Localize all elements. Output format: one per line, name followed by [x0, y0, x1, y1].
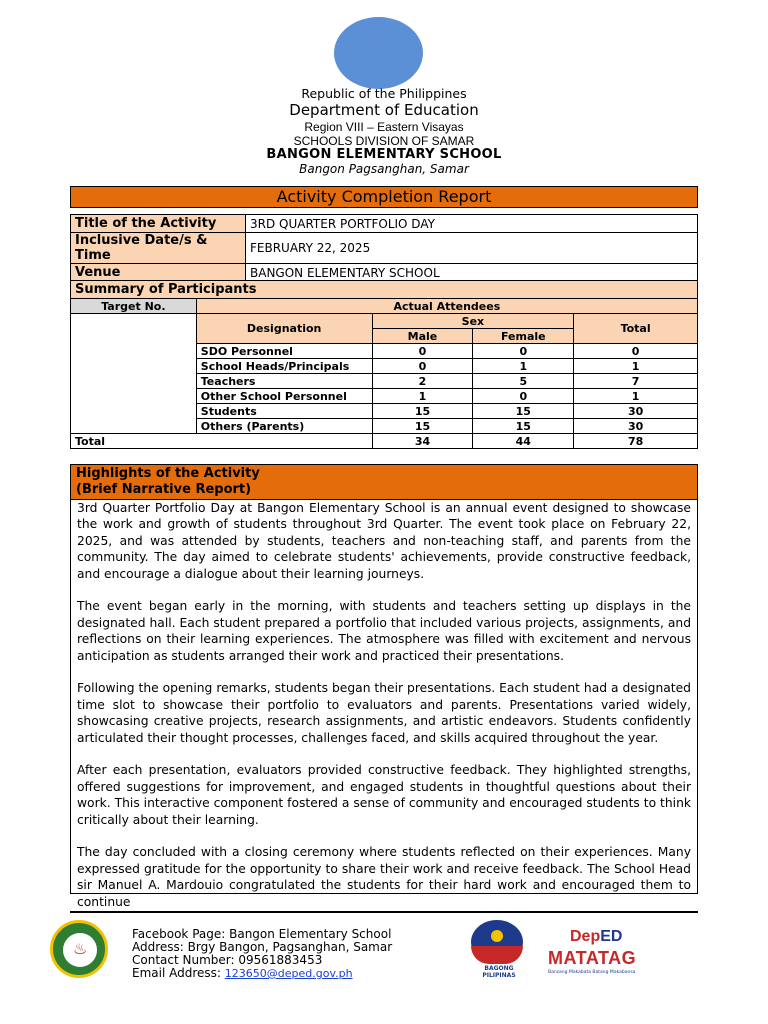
narrative-paragraph: 3rd Quarter Portfolio Day at Bangon Elementary School is an annual event designed to showcase the work and growth of students throughout 3rd Quarter. The event took place on February 22, 2025, and was attended by students, teachers and non-teaching staff, and parents from the community. The day aimed to celebrate students' achievements, provide constructive feedback, and encourage a dialogue about their learning journeys.	[77, 501, 691, 581]
venue-value: BANGON ELEMENTARY SCHOOL	[246, 264, 698, 282]
title-value: 3RD QUARTER PORTFOLIO DAY	[246, 215, 698, 233]
report-title: Activity Completion Report	[70, 186, 698, 208]
totals-label: Total	[71, 434, 373, 449]
actual-header: Actual Attendees	[196, 299, 697, 314]
highlights-header	[71, 465, 697, 500]
highlights-title: Highlights of the Activity	[76, 466, 260, 481]
narrative-report	[71, 500, 697, 910]
totals-female: 44	[473, 434, 574, 449]
header-region: Region VIII – Eastern Visayas	[304, 120, 464, 134]
deped-dep: Dep	[570, 928, 601, 945]
total-cell: 7	[574, 374, 698, 389]
target-cell	[71, 314, 197, 434]
footer-divider	[70, 911, 698, 913]
male-cell: 0	[372, 359, 473, 374]
female-cell: 15	[473, 419, 574, 434]
narrative-paragraph: Following the opening remarks, students began their presentations. Each student had a designated time slot to showcase their portfolio to evaluators and parents. Presentations varied widely, showcasing creative projects, research assignments, and artistic endeavors. Students confidently articulated their thought processes, challenges faced, and skills acquired throughout the year.	[77, 681, 691, 745]
male-cell: 15	[372, 404, 473, 419]
date-value: FEBRUARY 22, 2025	[246, 233, 698, 264]
narrative-paragraph: The day concluded with a closing ceremony where students reflected on their experiences. Many expressed gratitude for the opportunity to share their work and receive feedback. The School Head sir Manuel A. Mardouio congratulated the students for their hard work and encouraged them to continue	[77, 845, 691, 909]
bagong-pilipinas-emblem-icon	[471, 920, 523, 964]
female-cell: 1	[473, 359, 574, 374]
female-cell: 15	[473, 404, 574, 419]
designation-header: Designation	[196, 314, 372, 344]
header-school: BANGON ELEMENTARY SCHOOL	[266, 147, 502, 162]
total-cell: 30	[574, 419, 698, 434]
email-link[interactable]: 123650@deped.gov.ph	[224, 967, 353, 980]
email-line	[132, 967, 392, 980]
male-cell: 0	[372, 344, 473, 359]
deped-wordmark	[548, 928, 648, 946]
total-cell: 0	[574, 344, 698, 359]
total-cell: 30	[574, 404, 698, 419]
male-cell: 15	[372, 419, 473, 434]
totals-row	[71, 434, 698, 449]
designation-cell: Teachers	[196, 374, 372, 389]
totals-total: 78	[574, 434, 698, 449]
sex-header: Sex	[372, 314, 574, 329]
total-cell: 1	[574, 359, 698, 374]
matatag-tagline: Bansang Makabata Batang Makabansa	[548, 970, 636, 975]
total-header: Total	[574, 314, 698, 344]
designation-cell: Others (Parents)	[196, 419, 372, 434]
designation-cell: Other School Personnel	[196, 389, 372, 404]
designation-cell: Students	[196, 404, 372, 419]
male-header: Male	[372, 329, 473, 344]
email-label: Email Address:	[132, 966, 225, 980]
female-cell: 0	[473, 344, 574, 359]
bagong-pilipinas-logo	[467, 920, 531, 979]
title-label: Title of the Activity	[71, 215, 246, 233]
venue-label: Venue	[71, 264, 246, 282]
activity-info-table	[70, 214, 698, 282]
total-cell: 1	[574, 389, 698, 404]
school-logo	[50, 920, 108, 978]
deped-matatag-logo	[548, 928, 648, 975]
header-address: Bangon Pagsanghan, Samar	[299, 162, 469, 176]
highlights-subtitle: (Brief Narrative Report)	[76, 482, 252, 497]
designation-cell: School Heads/Principals	[196, 359, 372, 374]
narrative-paragraph: After each presentation, evaluators provided constructive feedback. They highlighted strengths, offered suggestions for improvement, and engaged students in thoughtful questions about their work. This interactive component fostered a sense of community and encouraged students to think critically about their learning.	[77, 763, 691, 827]
bagong-pilipinas-text: BAGONG PILIPINAS	[482, 965, 516, 979]
participants-table	[70, 280, 698, 449]
contact-number: Contact Number: 09561883453	[132, 953, 323, 967]
header-department: Department of Education	[289, 101, 479, 119]
header-division: SCHOOLS DIVISION OF SAMAR	[293, 134, 475, 148]
target-header: Target No.	[71, 299, 197, 314]
designation-cell: SDO Personnel	[196, 344, 372, 359]
male-cell: 2	[372, 374, 473, 389]
footer-contact	[132, 928, 392, 980]
school-address: Address: Brgy Bangon, Pagsanghan, Samar	[132, 940, 393, 954]
header-republic: Republic of the Philippines	[301, 86, 467, 101]
male-cell: 1	[372, 389, 473, 404]
torch-icon: ♨	[73, 939, 88, 958]
date-label: Inclusive Date/s & Time	[71, 233, 246, 264]
facebook-page: Facebook Page: Bangon Elementary School	[132, 927, 392, 941]
female-header: Female	[473, 329, 574, 344]
female-cell: 5	[473, 374, 574, 389]
narrative-paragraph: The event began early in the morning, with students and teachers setting up displays in the designated hall. Each student prepared a portfolio that included various projects, assignments, and reflections on their learning experiences. The atmosphere was filled with excitement and nervous anticipation as students arranged their work and practiced their presentations.	[77, 599, 691, 663]
school-logo-inner	[62, 932, 98, 968]
totals-male: 34	[372, 434, 473, 449]
highlights-section	[70, 464, 698, 909]
female-cell: 0	[473, 389, 574, 404]
deped-seal	[334, 17, 423, 89]
participants-section-title: Summary of Participants	[71, 281, 698, 299]
deped-ed: ED	[600, 928, 623, 945]
matatag-wordmark: MATATAG	[548, 948, 637, 968]
